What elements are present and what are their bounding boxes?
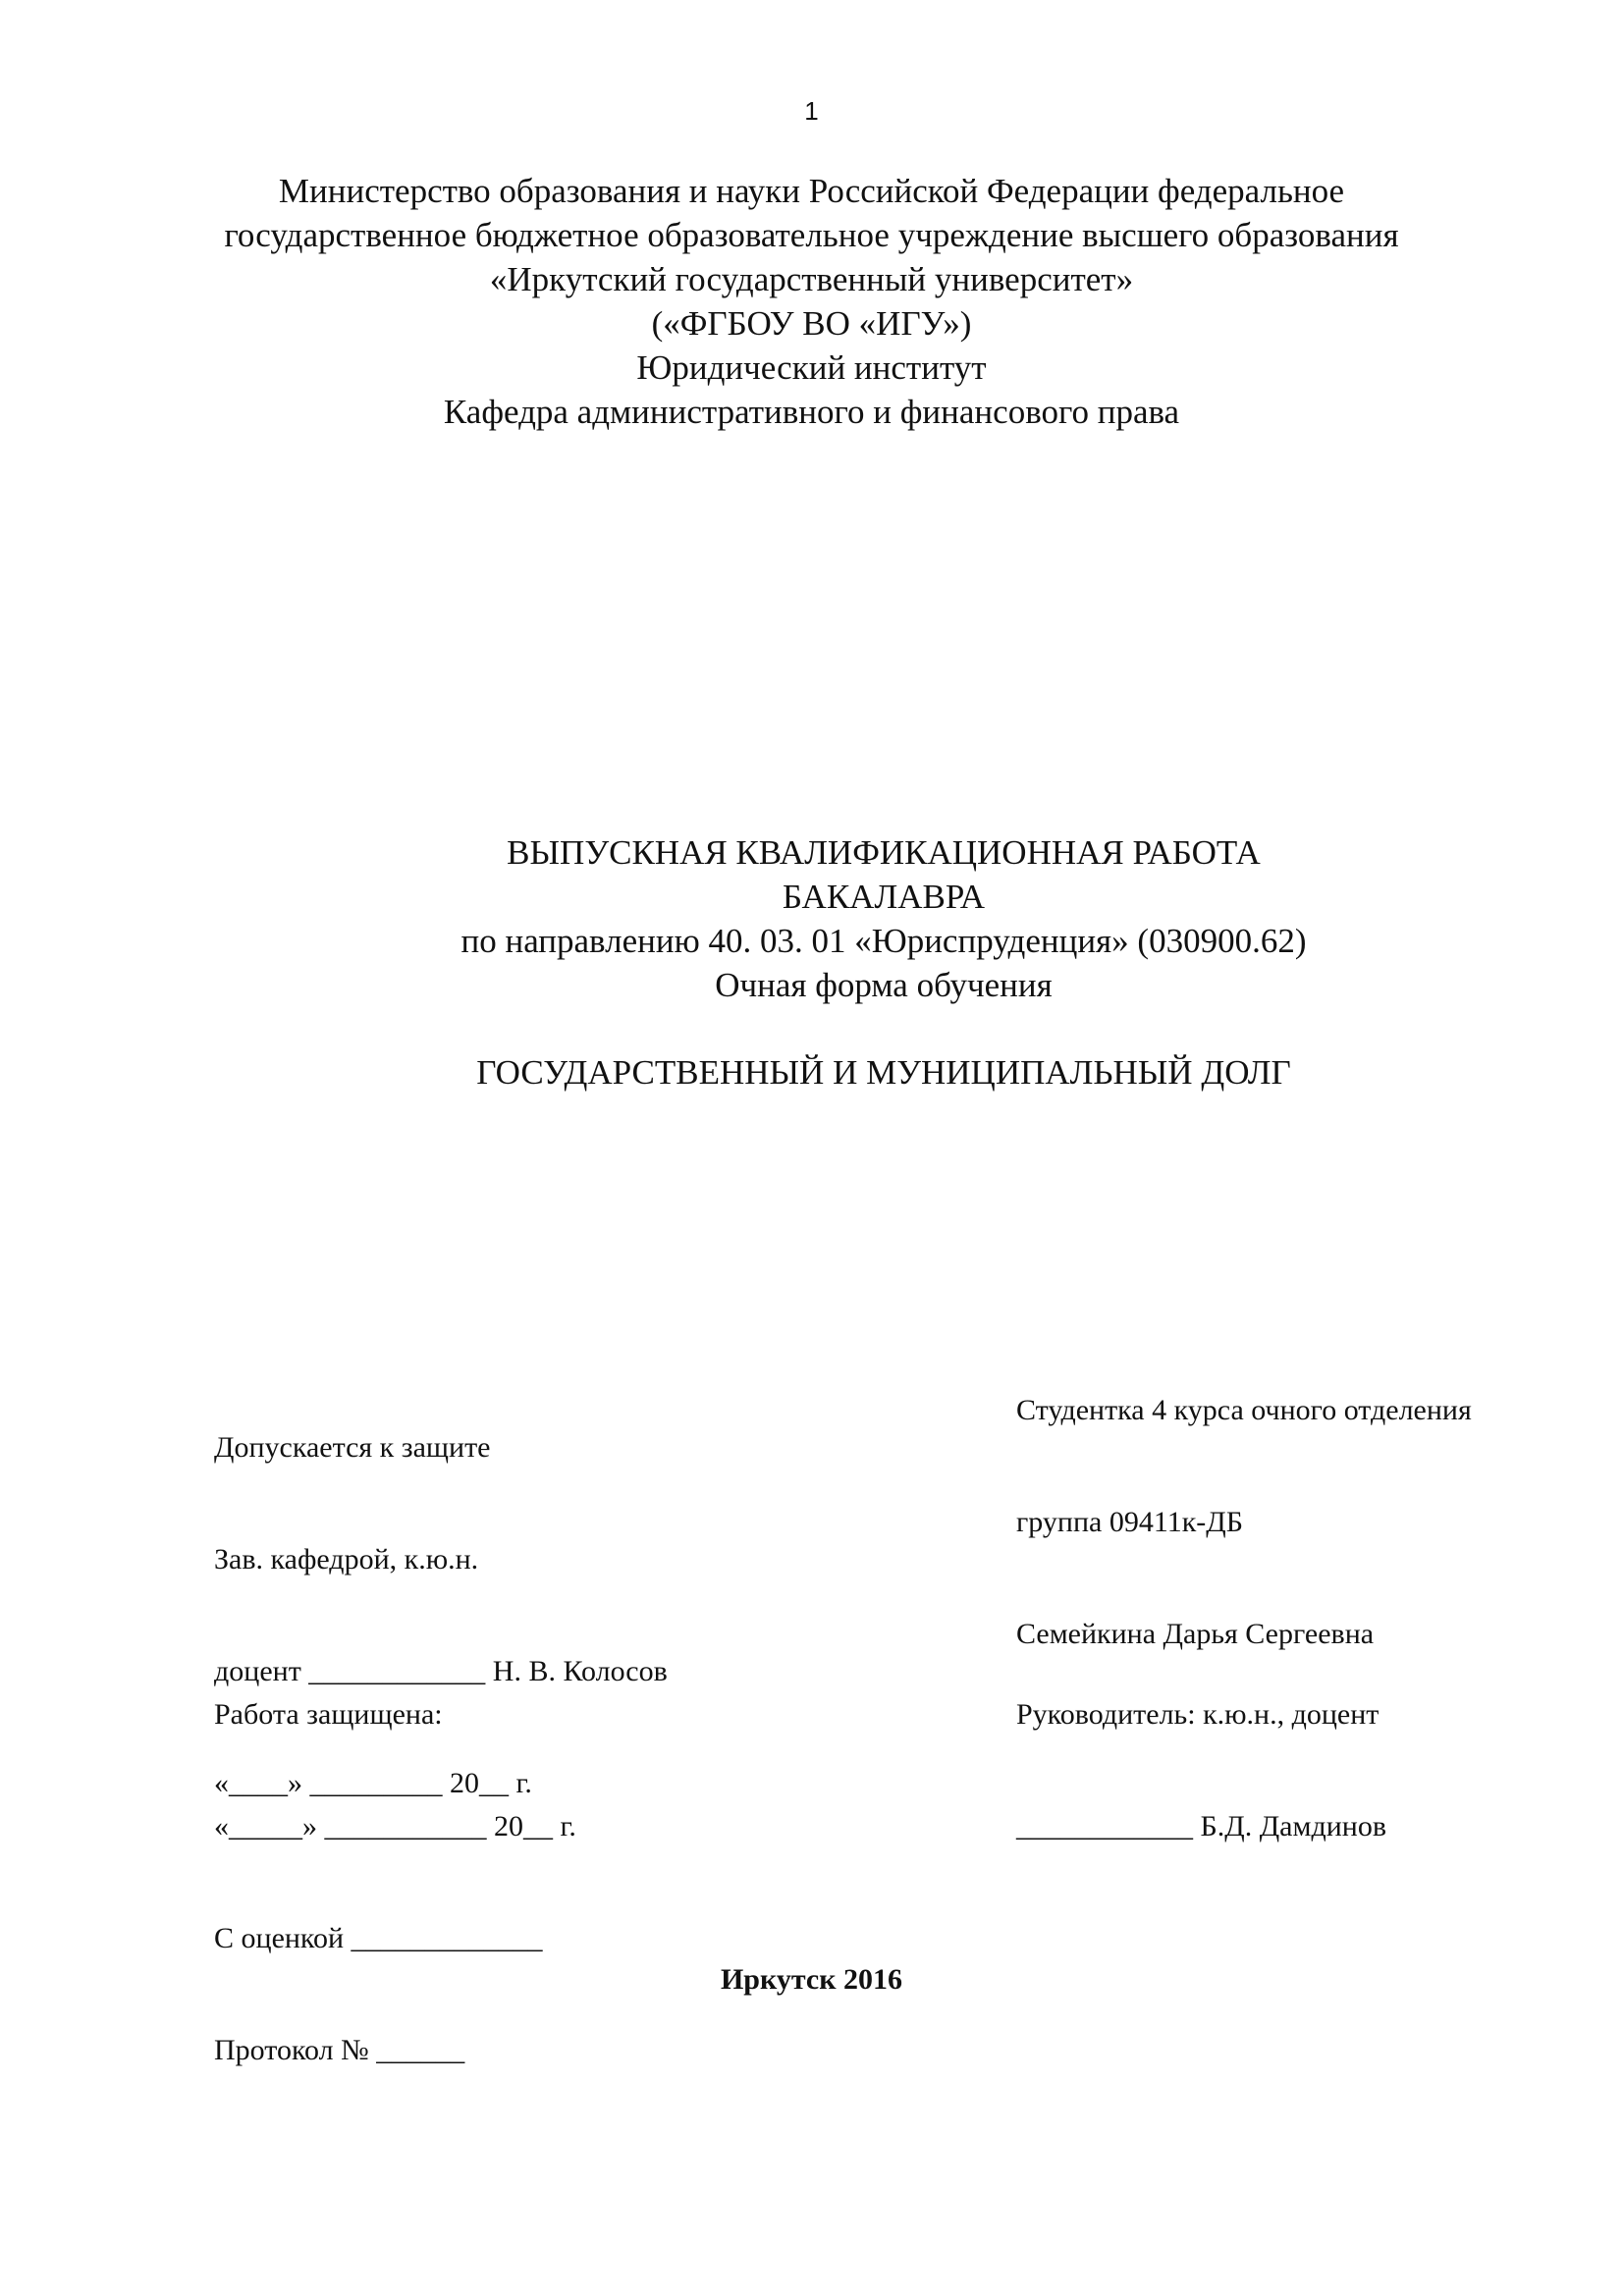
- protocol-line: Протокол № ______: [214, 2034, 465, 2066]
- student-name-line: Семейкина Дарья Сергеевна: [1016, 1618, 1375, 1650]
- admission-date-line: «____» _________ 20__ г.: [214, 1767, 532, 1799]
- head-signature-line: доцент ____________ Н. В. Колосов: [214, 1655, 668, 1687]
- page-number: 1: [804, 96, 819, 126]
- defense-date-line: «_____» ___________ 20__ г.: [214, 1810, 576, 1842]
- grade-line: С оценкой _____________: [214, 1922, 543, 1954]
- advisor-block: [1016, 1622, 1386, 1920]
- university-abbr-line: («ФГБОУ ВО «ИГУ»): [651, 304, 972, 343]
- head-of-department-line: Зав. кафедрой, к.ю.н.: [214, 1543, 479, 1575]
- institution-type-line: государственное бюджетное образовательное учреждение высшего образования: [224, 216, 1399, 254]
- student-group-line: группа 09411к-ДБ: [1016, 1506, 1243, 1538]
- advisor-signature-line: ____________ Б.Д. Дамдинов: [1016, 1810, 1386, 1842]
- defense-block: [214, 1622, 576, 2144]
- admission-line: Допускается к защите: [214, 1431, 491, 1464]
- degree-line: БАКАЛАВРА: [782, 878, 986, 916]
- city-year: Иркутск 2016: [720, 1963, 903, 1996]
- defended-line: Работа защищена:: [214, 1698, 443, 1731]
- work-type-line: ВЫПУСКНАЯ КВАЛИФИКАЦИОННАЯ РАБОТА: [507, 833, 1261, 872]
- institution-header: [0, 169, 1623, 434]
- direction-line: по направлению 40. 03. 01 «Юриспруденция» (030900.62): [460, 922, 1307, 960]
- ministry-line: Министерство образования и науки Российской Федерации федеральное: [278, 172, 1345, 210]
- study-form-line: Очная форма обучения: [715, 966, 1053, 1004]
- thesis-topic: ГОСУДАРСТВЕННЫЙ И МУНИЦИПАЛЬНЫЙ ДОЛГ: [476, 1053, 1291, 1092]
- student-course-line: Студентка 4 курса очного отделения: [1016, 1394, 1472, 1426]
- work-title: [147, 830, 1620, 1007]
- department-line: Кафедра административного и финансового права: [443, 393, 1180, 431]
- institute-line: Юридический институт: [636, 348, 987, 387]
- university-name-line: «Иркутский государственный университет»: [489, 260, 1134, 298]
- advisor-title-line: Руководитель: к.ю.н., доцент: [1016, 1698, 1380, 1731]
